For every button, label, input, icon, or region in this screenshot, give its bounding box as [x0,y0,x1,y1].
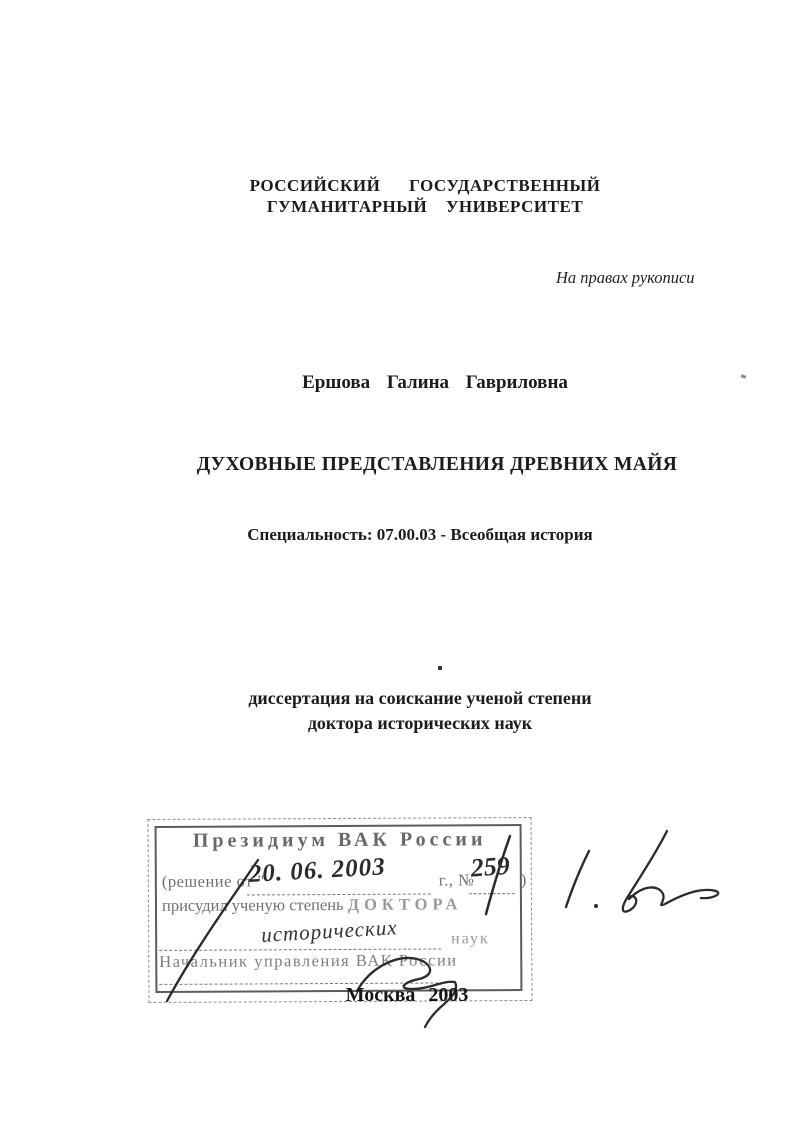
number-underline [469,893,515,894]
stamp-header: Президиум ВАК России [192,828,487,852]
degree-statement-line1: диссертация на соискание ученой степени [248,688,592,708]
ink-speck [438,666,442,670]
city-year: Москва 2003 [345,984,469,1006]
stamp-degree-text: присудил ученую степень [161,894,344,915]
stamp-decision-suffix: ) [520,870,527,890]
author-signature-stroke1 [566,851,589,907]
vak-approval-stamp [148,817,533,1003]
university-header [130,175,720,217]
university-name-line2: ГУМАНИТАРНЫЙ УНИВЕРСИТЕТ [266,197,584,216]
handwritten-decision-date: 20. 06. 2003 [248,853,387,889]
stamp-decision-middle: г., № [438,870,475,890]
specialty-line: Специальность: 07.00.03 - Всеобщая история [247,525,593,544]
dissertation-title: ДУХОВНЫЕ ПРЕДСТАВЛЕНИЯ ДРЕВНИХ МАЙЯ [196,454,678,475]
handwritten-decision-number: 259 [469,850,511,883]
author-signature-dot [594,904,598,908]
stamp-nauk-word: наук [451,930,490,948]
stamp-degree-line [162,894,462,916]
stamp-official-title: Начальник управления ВАК России [159,950,458,971]
author-signature-stroke2 [623,831,667,912]
author-name: Ершова Галина Гавриловна [302,372,568,393]
stamp-decision-line [149,850,531,898]
degree-statement-line2: доктора исторических наук [307,713,533,733]
handwritten-field: исторических [260,915,399,947]
stamp-decision-prefix: (решение от " [161,871,265,891]
author-signature-stroke3 [629,887,718,905]
dissertation-degree-statement [95,686,745,736]
university-name-line1: РОССИЙСКИЙ ГОСУДАРСТВЕННЫЙ [249,176,601,195]
manuscript-rights-note: На правах рукописи [556,268,695,287]
stamp-degree-word: ДОКТОРА [347,894,463,914]
